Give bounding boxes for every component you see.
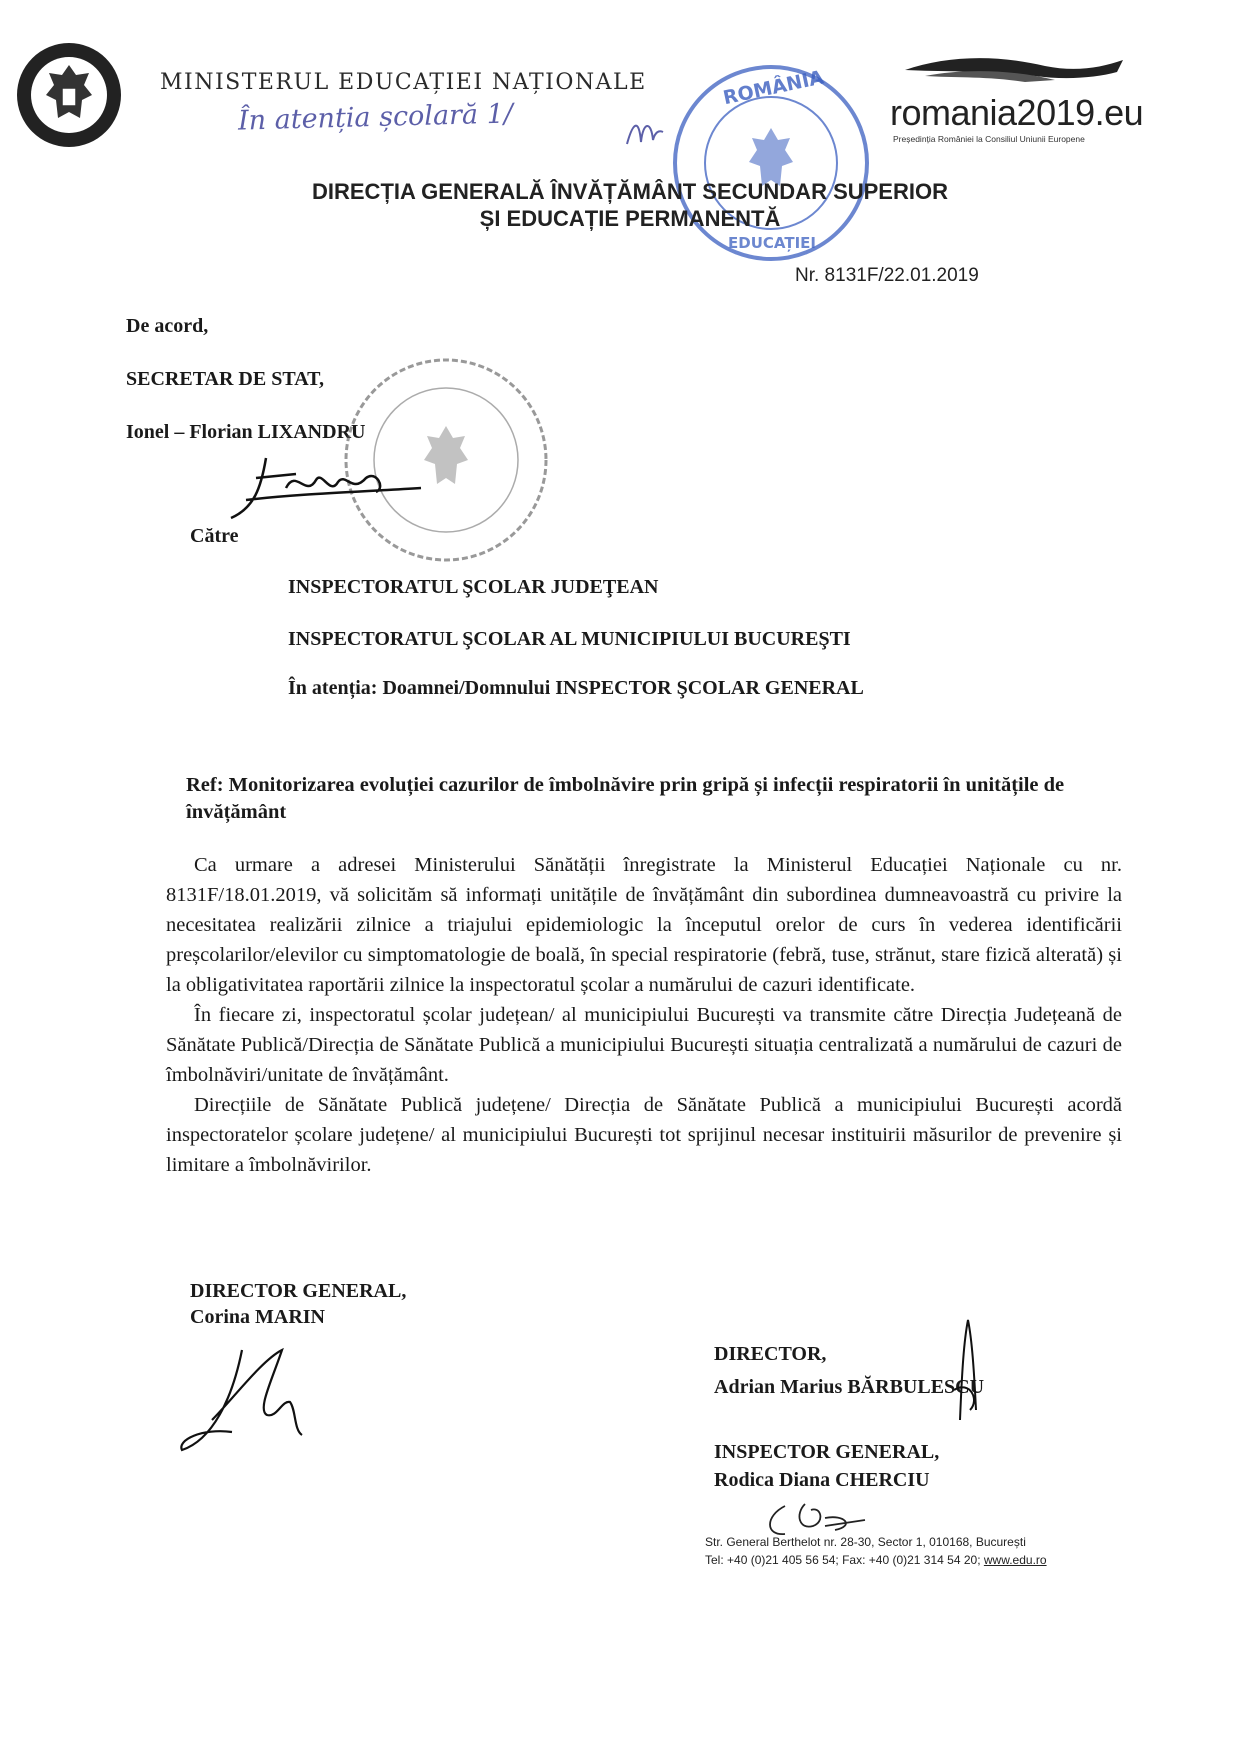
svg-text:EDUCAȚIEI: EDUCAȚIEI <box>728 234 816 252</box>
letter-body <box>166 850 1122 1180</box>
svg-text:ROMÂNIA: ROMÂNIA <box>721 66 826 110</box>
directorate-line-1: DIRECȚIA GENERALĂ ÎNVĂȚĂMÂNT SECUNDAR SUPERIOR <box>312 179 948 204</box>
directorate-heading <box>200 178 1060 232</box>
paragraph-1: Ca urmare a adresei Ministerului Sănătății înregistrate la Ministerul Educației Naționale cu nr. 8131F/18.01.2019, vă solicităm să informați unitățile de învățământ din subordinea dumneavoastră cu privire la necesitatea realizării zilnice a triajului epidemiologic la începutul orelor de curs în vederea identificării preșcolarilor/elevilor cu simptomatologie de boală, în special respiratorie (febră, tuse, strănut, stare fizică alterată) și la obligativitatea raportării zilnice la inspectoratul școlar a numărului de cazuri identificate. <box>166 854 1122 996</box>
inspector-name: Rodica Diana CHERCIU <box>714 1469 930 1491</box>
addressee-line-3: În atenția: Doamnei/Domnului INSPECTOR ŞCOLAR GENERAL <box>288 677 864 699</box>
website-link[interactable]: www.edu.ro <box>983 1553 1047 1567</box>
paragraph-2: În fiecare zi, inspectoratul școlar județean/ al municipiului București va transmite către Direcția Județeană de Sănătate Publică/Direcția de Sănătate Publică a municipiului București situația centralizată a numărului de cazuri de îmbolnăviri/unitate de învățământ. <box>166 1004 1122 1086</box>
ministry-stamp-icon <box>666 58 876 268</box>
footer-contact <box>705 1533 1047 1569</box>
ministry-name: MINISTERUL EDUCAȚIEI NAȚIONALE <box>160 70 647 95</box>
romania-coat-of-arms-icon <box>14 40 124 150</box>
footer-phone-fax: Tel: +40 (0)21 405 56 54; Fax: +40 (0)21 314 54 20; <box>705 1553 981 1567</box>
footer-contact-line <box>705 1551 1047 1569</box>
registration-number: Nr. 8131F/22.01.2019 <box>795 265 979 286</box>
footer-address: Str. General Berthelot nr. 28-30, Sector 1, 010168, București <box>705 1535 1026 1549</box>
brand-name: romania2019.eu <box>890 92 1144 133</box>
paragraph-3: Direcțiile de Sănătate Publică județene/ Direcția de Sănătate Publică a municipiului București acordă inspectoratelor școlare județene/ al municipiului București tot sprijinul necesar instituirii măsurilor de prevenire și limitare a îmbolnăvirilor. <box>166 1094 1122 1176</box>
addressee-line-2: INSPECTORATUL ŞCOLAR AL MUNICIPIULUI BUCUREŞTI <box>288 628 851 650</box>
state-secretary-signature <box>226 448 426 528</box>
handwritten-initials <box>625 112 665 152</box>
directorate-line-2: ȘI EDUCAȚIE PERMANENTĂ <box>479 206 781 231</box>
approval-name: Ionel – Florian LIXANDRU <box>126 421 366 443</box>
addressee-line-1: INSPECTORATUL ŞCOLAR JUDEŢEAN <box>288 576 659 598</box>
director-name: Adrian Marius BĂRBULESCU <box>714 1376 985 1398</box>
eu-presidency-logo-icon <box>905 52 1125 88</box>
reference-subject: Ref: Monitorizarea evoluției cazurilor de îmbolnăvire prin gripă și infecții respiratorii în unitățile de învățământ <box>186 774 1065 823</box>
approval-agree: De acord, <box>126 315 209 337</box>
approval-role: SECRETAR DE STAT, <box>126 368 325 390</box>
director-role: DIRECTOR, <box>714 1343 827 1365</box>
director-signature <box>940 1310 1000 1430</box>
director-general-role: DIRECTOR GENERAL, <box>190 1280 407 1302</box>
director-general-name: Corina MARIN <box>190 1306 325 1328</box>
director-general-signature <box>172 1340 332 1460</box>
to-label: Către <box>190 525 239 547</box>
inspector-role: INSPECTOR GENERAL, <box>714 1441 940 1463</box>
brand-subtitle: Președinția României la Consiliul Uniunii Europene <box>893 134 1085 144</box>
handwritten-note: În atenția școlară 1/ <box>237 98 514 137</box>
